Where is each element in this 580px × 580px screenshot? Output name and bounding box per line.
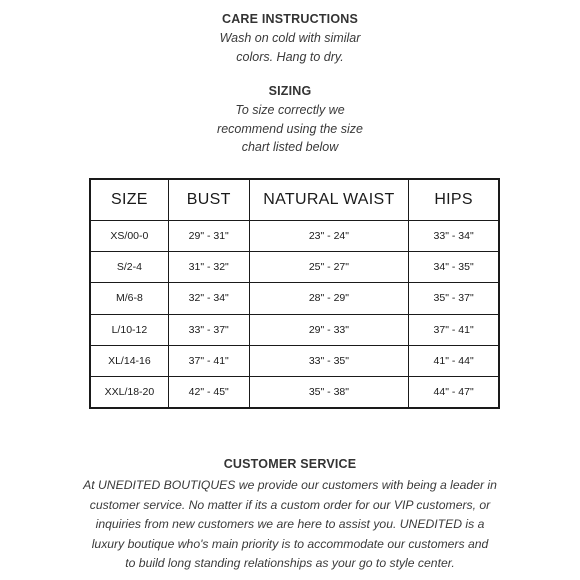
waist-cell: 25" - 27"	[249, 252, 409, 283]
customer-service-title: CUSTOMER SERVICE	[223, 457, 357, 471]
column-header-bust: BUST	[168, 179, 249, 221]
waist-cell: 23" - 24"	[249, 221, 409, 252]
size-cell: L/10-12	[90, 314, 168, 345]
bust-cell: 32" - 34"	[168, 283, 249, 314]
column-header-natural-waist: NATURAL WAIST	[249, 179, 409, 221]
sizing-title: SIZING	[268, 84, 312, 98]
size-chart-header-row	[90, 179, 499, 221]
care-instructions-title: CARE INSTRUCTIONS	[221, 12, 359, 26]
size-cell: XXL/18-20	[90, 376, 168, 408]
waist-cell: 29" - 33"	[249, 314, 409, 345]
bust-cell: 42" - 45"	[168, 376, 249, 408]
table-row	[90, 314, 499, 345]
size-cell: S/2-4	[90, 252, 168, 283]
column-header-size: SIZE	[90, 179, 168, 221]
hips-cell: 35" - 37"	[409, 283, 499, 314]
table-row	[90, 376, 499, 408]
hips-cell: 33" - 34"	[409, 221, 499, 252]
size-cell: XS/00-0	[90, 221, 168, 252]
hips-cell: 44" - 47"	[409, 376, 499, 408]
bust-cell: 29" - 31"	[168, 221, 249, 252]
table-row	[90, 221, 499, 252]
table-row	[90, 252, 499, 283]
table-row	[90, 345, 499, 376]
hips-cell: 37" - 41"	[409, 314, 499, 345]
waist-cell: 33" - 35"	[249, 345, 409, 376]
bust-cell: 37" - 41"	[168, 345, 249, 376]
care-instructions-section	[0, 11, 580, 66]
customer-service-text: At UNEDITED BOUTIQUES we provide our customers with being a leader in customer service. No matter if its a custom order for our VIP customers, or inquiries from new customers we are here to assist you. UNEDITED is a luxury boutique who's main priority is to accommodate our customers and to build long standing relationships as your go to style center.	[83, 478, 497, 570]
customer-service-section	[0, 456, 580, 574]
sizing-section	[0, 83, 580, 157]
bust-cell: 33" - 37"	[168, 314, 249, 345]
waist-cell: 28" - 29"	[249, 283, 409, 314]
sizing-text: To size correctly we recommend using the size chart listed below	[217, 103, 363, 154]
hips-cell: 34" - 35"	[409, 252, 499, 283]
size-cell: M/6-8	[90, 283, 168, 314]
hips-cell: 41" - 44"	[409, 345, 499, 376]
care-instructions-text: Wash on cold with similar colors. Hang to dry.	[219, 31, 361, 64]
size-cell: XL/14-16	[90, 345, 168, 376]
column-header-hips: HIPS	[409, 179, 499, 221]
waist-cell: 35" - 38"	[249, 376, 409, 408]
size-chart-table	[89, 178, 500, 409]
bust-cell: 31" - 32"	[168, 252, 249, 283]
table-row	[90, 283, 499, 314]
